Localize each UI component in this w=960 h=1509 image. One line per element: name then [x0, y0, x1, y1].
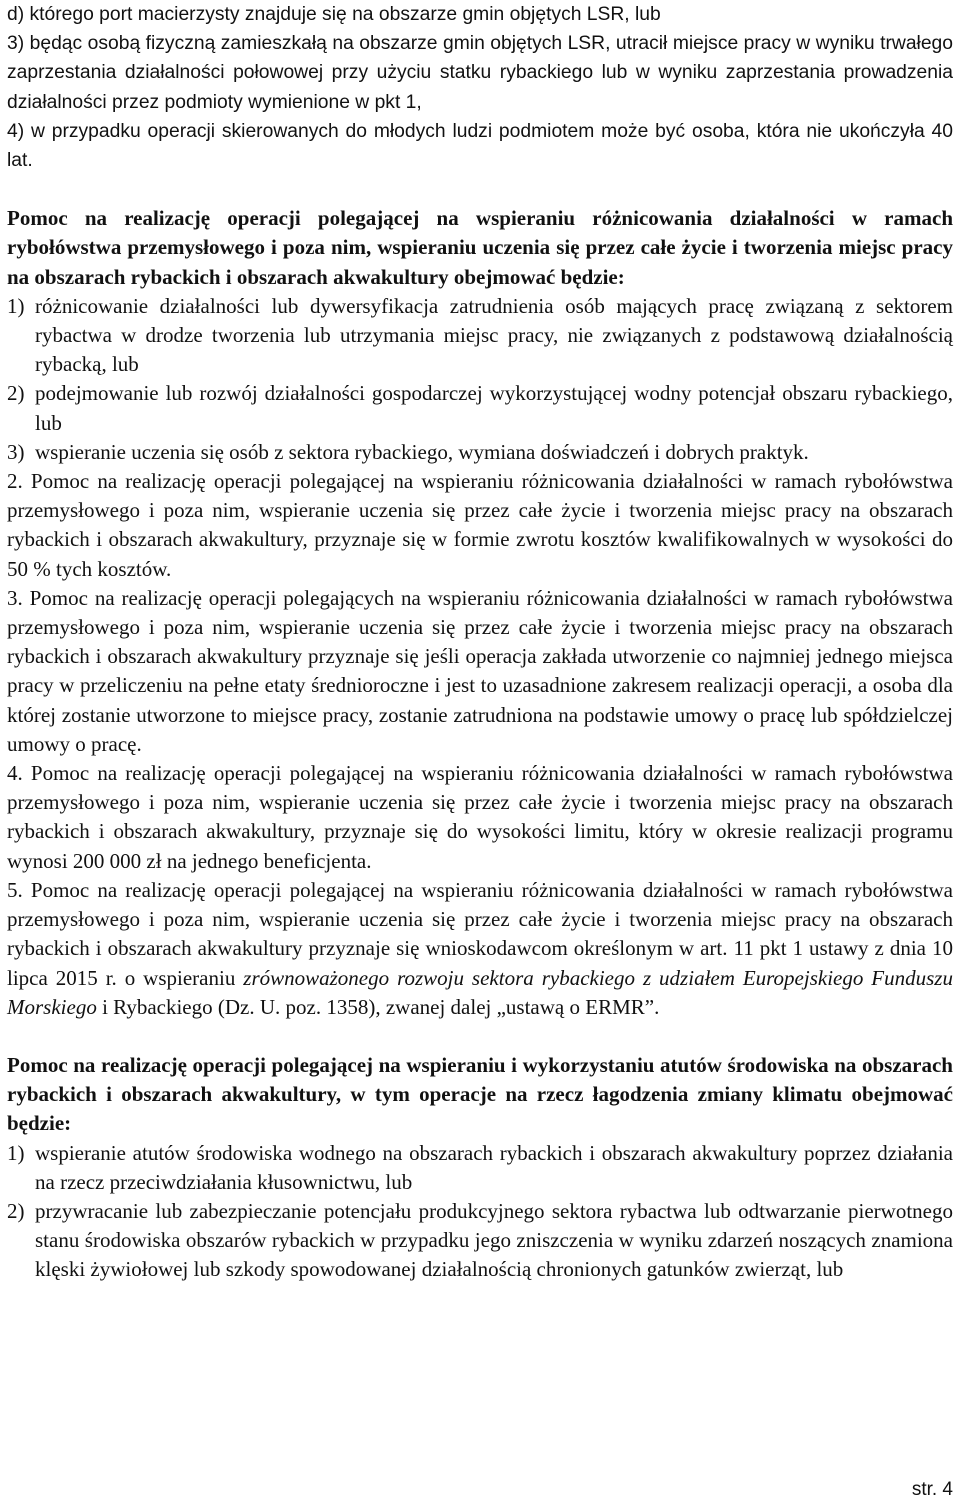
list-text: podejmowanie lub rozwój działalności gospodarczej wykorzystującej wodny potencjał obszaru rybackiego, lub [35, 381, 953, 435]
section-heading-environment: Pomoc na realizację operacji polegającej na wspieraniu i wykorzystaniu atutów środowiska na obszarach rybackich i obszarach akwakultury, w tym operacje na rzecz łagodzenia zmiany klimatu obejmować będzie: [7, 1052, 953, 1136]
list-number: 3) [7, 439, 25, 464]
list-item [7, 1197, 953, 1285]
list-text: przywracanie lub zabezpieczanie potencjału produkcyjnego sektora rybactwa lub odtwarzanie pierwotnego stanu środowiska obszarów rybackich w przypadku jego zniszczenia w wyniku zdarzeń noszących znamiona klęski żywiołowej lub szkody spowodowanej działalnością chronionych gatunków zwierząt, lub [35, 1198, 953, 1282]
list-text: różnicowanie działalności lub dywersyfikacja zatrudnienia osób mających pracę związaną z sektorem rybactwa w drodze tworzenia lub utrzymania miejsc pracy, nie związanych z podstawową działalnością rybacką, lub [35, 293, 953, 377]
list-item [7, 438, 953, 467]
paragraph-3: 3. Pomoc na realizację operacji polegających na wspieraniu różnicowania działalności w ramach rybołówstwa przemysłowego i poza nim, wspieranie uczenia się przez całe życie i tworzenia miejsc pracy na obszarach rybackich i obszarach akwakultury przyznaje się jeśli operacja zakłada utworzenie co najmniej jednego miejsca pracy w przeliczeniu na pełne etaty średnioroczne i jest to uzasadnione zakresem realizacji operacji, a osoba dla której zostanie utworzone to miejsce pracy, zostanie zatrudniona na podstawie umowy o pracę lub spółdzielczej umowy o pracę. [7, 585, 953, 756]
paragraph-5-text: 5. Pomoc na realizację operacji polegającej na wspieraniu różnicowania działalności w ramach rybołówstwa przemysłowego i poza nim, wspieranie uczenia się przez całe życie i tworzenia miejsc pracy na obszarach rybackich i obszarach akwakultury przyznaje się wnioskodawcom określonym w art. 11 pkt 1 ustawy z dnia 10 lipca 2015 r. o wspieraniu [7, 877, 953, 990]
list-item [7, 379, 953, 437]
item-3: 3) będąc osobą fizyczną zamieszkałą na obszarze gmin objętych LSR, utracił miejsce pracy w wyniku trwałego zaprzestania działalności połowowej przy użyciu statku rybackiego lub w wyniku zaprzestania prowadzenia działalności przez podmioty wymienione w pkt 1, [7, 33, 953, 113]
list-text: wspieranie uczenia się osób z sektora rybackiego, wymiana doświadczeń i dobrych praktyk. [35, 439, 809, 464]
list-number: 1) [7, 293, 25, 318]
section-diversification [7, 204, 953, 1022]
paragraph-5 [7, 876, 953, 1022]
list-text: wspieranie atutów środowiska wodnego na obszarach rybackich i obszarach akwakultury poprzez działania na rzecz przeciwdziałania kłusownictwu, lub [35, 1140, 953, 1194]
list-number: 2) [7, 1198, 25, 1223]
paragraph-2: 2. Pomoc na realizację operacji polegającej na wspieraniu różnicowania działalności w ramach rybołówstwa przemysłowego i poza nim, wspieranie uczenia się przez całe życie i tworzenia miejsc pracy na obszarach rybackich i obszarach akwakultury, przyznaje się w formie zwrotu kosztów kwalifikowalnych w wysokości do 50 % tych kosztów. [7, 469, 953, 581]
list-item [7, 292, 953, 380]
paragraph-5-end: i Rybackiego (Dz. U. poz. 1358), zwanej dalej „ustawą o ERMR”. [96, 994, 660, 1019]
act-title: zrównoważonego rozwoju sektora rybackiego z udziałem Europejskiego Funduszu Morskiego [7, 965, 953, 1019]
eligibility-continuation [7, 0, 953, 175]
item-d: d) którego port macierzysty znajduje się na obszarze gmin objętych LSR, lub [7, 4, 661, 25]
page-number: str. 4 [911, 1479, 953, 1500]
paragraph-4: 4. Pomoc na realizację operacji polegającej na wspieraniu różnicowania działalności w ramach rybołówstwa przemysłowego i poza nim, wspieranie uczenia się przez całe życie i tworzenia miejsc pracy na obszarach rybackich i obszarach akwakultury, przyznaje się do wysokości limitu, który w okresie realizacji programu wynosi 200 000 zł na jednego beneficjenta. [7, 761, 953, 873]
item-4: 4) w przypadku operacji skierowanych do młodych ludzi podmiotem może być osoba, która nie ukończyła 40 lat. [7, 120, 953, 172]
list-number: 1) [7, 1140, 25, 1165]
list-number: 2) [7, 381, 25, 406]
list-item [7, 1139, 953, 1197]
section-environment [7, 1051, 953, 1285]
section-heading-diversification: Pomoc na realizację operacji polegającej na wspieraniu różnicowania działalności w ramach rybołówstwa przemysłowego i poza nim, wspieraniu uczenia się przez całe życie i tworzenia miejsc pracy na obszarach rybackich i obszarach akwakultury obejmować będzie: [7, 206, 953, 289]
